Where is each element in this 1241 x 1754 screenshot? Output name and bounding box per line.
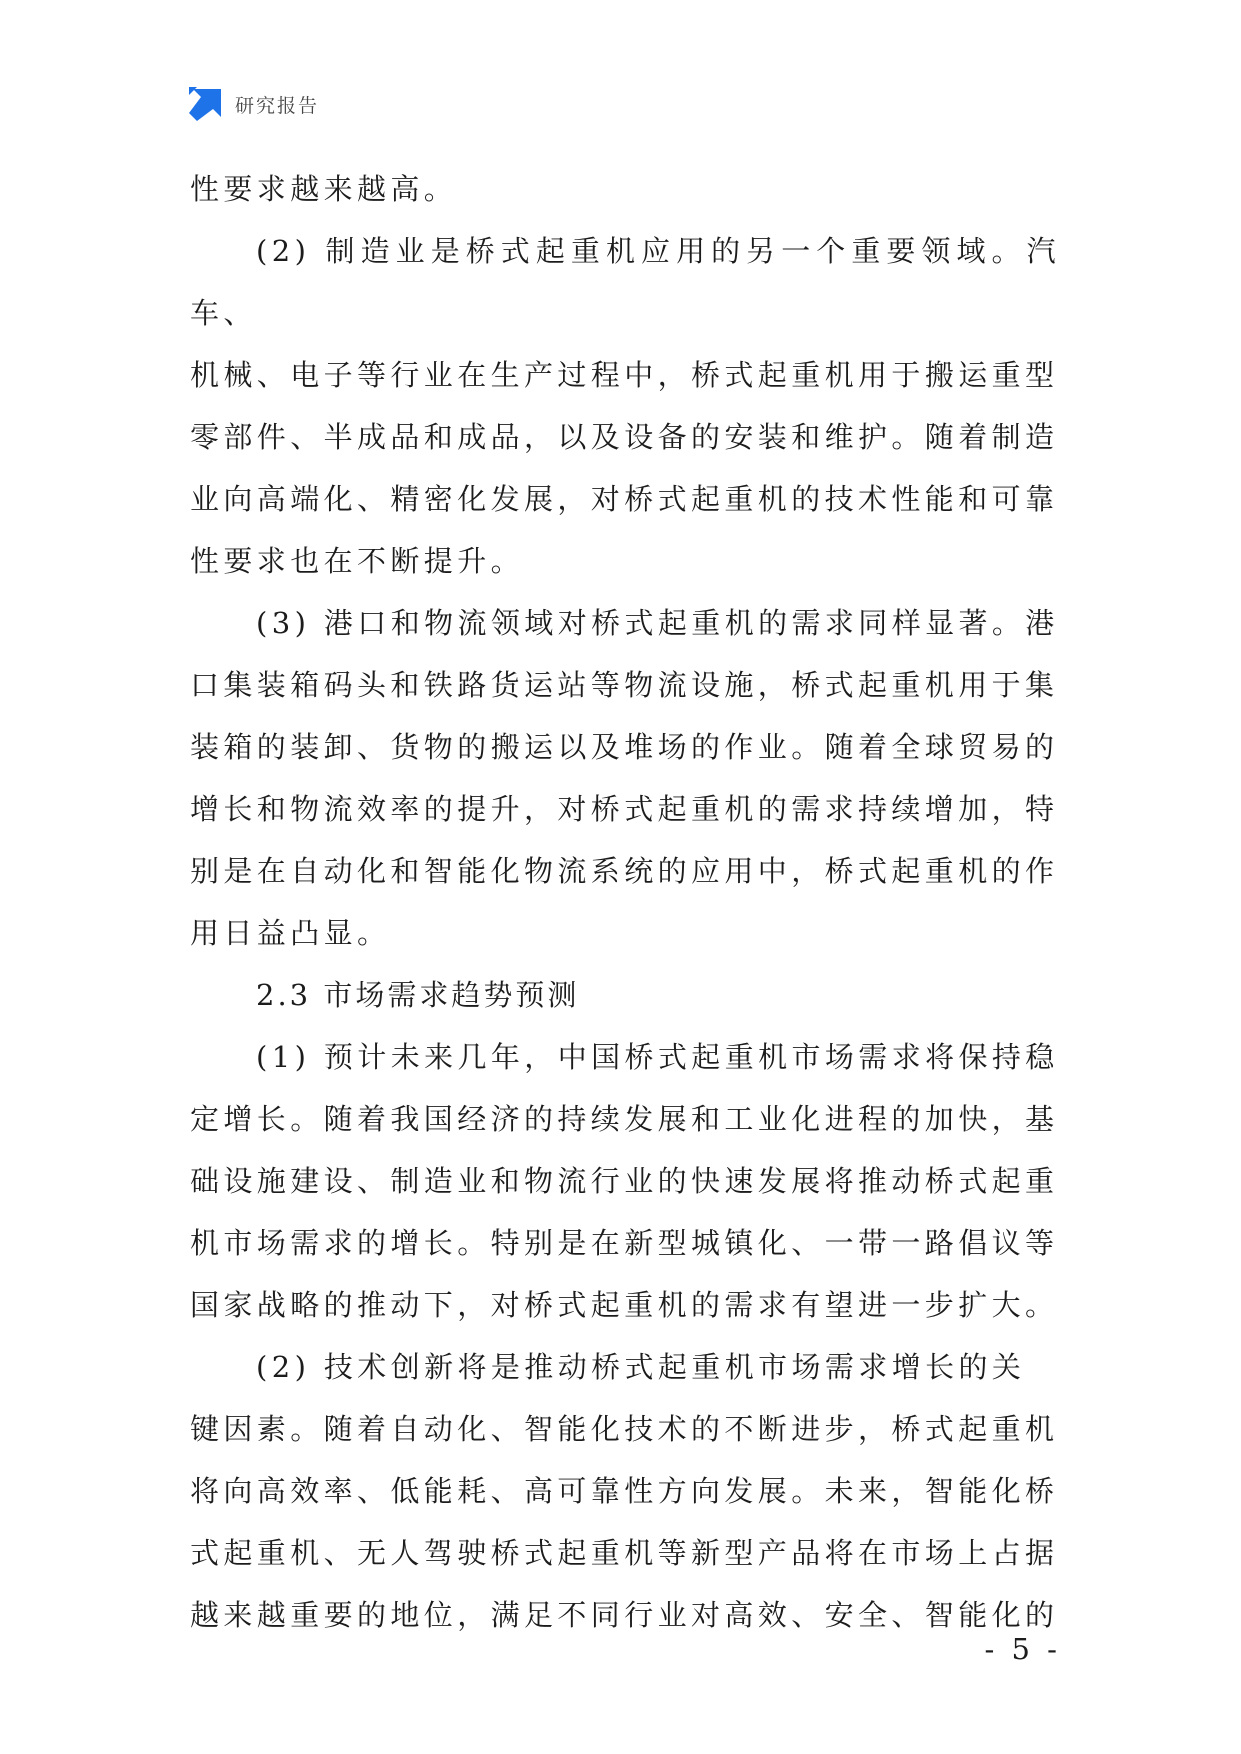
paragraph-continuation: 性要求越来越高。	[190, 172, 458, 206]
section-heading-2-3: 2.3 市场需求趋势预测	[256, 978, 580, 1012]
paragraph-demand-forecast: (1) 预计未来几年，中国桥式起重机市场需求将保持稳 定增长。随着我国经济的持续发展和工业化进程的加快，基 础设施建设、制造业和物流行业的快速发展将推动桥式起重 机市场需求的增长。特别是在新型城镇化、一带一路倡议等 国家战略的推动下，对桥式起重机的需求有望进一步扩大。	[190, 1040, 1059, 1322]
paragraph-tech-innovation: (2) 技术创新将是推动桥式起重机市场需求增长的关 键因素。随着自动化、智能化技术的不断进步，桥式起重机 将向高效率、低能耗、高可靠性方向发展。未来，智能化桥 式起重机、无人驾驶桥式起重机等新型产品将在市场上占据 越来越重要的地位，满足不同行业对高效、安全、智能化的	[190, 1350, 1059, 1632]
page-header	[189, 86, 319, 122]
paragraph-manufacturing: (2) 制造业是桥式起重机应用的另一个重要领域。汽车、 机械、电子等行业在生产过程中，桥式起重机用于搬运重型 零部件、半成品和成品，以及设备的安装和维护。随着制造 业向高端化、精密化发展，对桥式起重机的技术性能和可靠 性要求也在不断提升。	[190, 234, 1060, 578]
document-body	[190, 158, 1060, 1646]
paragraph-port-logistics: (3) 港口和物流领域对桥式起重机的需求同样显著。港 口集装箱码头和铁路货运站等物流设施，桥式起重机用于集 装箱的装卸、货物的搬运以及堆场的作业。随着全球贸易的 增长和物流效率的提升，对桥式起重机的需求持续增加，特 别是在自动化和智能化物流系统的应用中，桥式起重机的作 用日益凸显。	[190, 606, 1059, 950]
page-number: - 5 -	[984, 1632, 1061, 1666]
arrow-logo-icon	[189, 87, 223, 121]
header-title: 研究报告	[235, 94, 320, 117]
